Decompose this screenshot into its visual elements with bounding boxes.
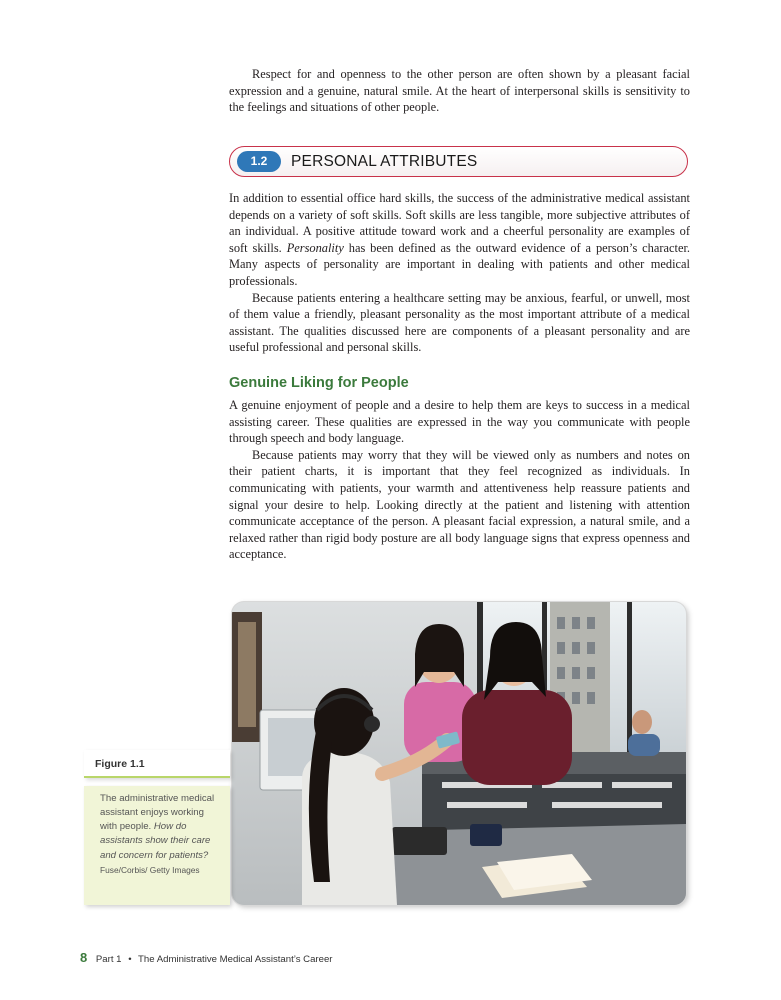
subsection-heading: Genuine Liking for People bbox=[229, 375, 409, 391]
personality-term: Personality bbox=[286, 240, 344, 255]
subsection-paragraph-2: Because patients may worry that they will be viewed only as numbers and notes on their patient charts, it is important that they feel recognized as individuals. In communicating with patients, your warmth and attentiveness help reassure patients and signal your desire to help. Looking directly at the patient and listening with attention communicate acceptance of the person. A pleasant facial expression, a natural smile, and a relaxed rather than rigid body posture are all body language signs that express openness and acceptance. bbox=[229, 447, 690, 562]
subsection-paragraph-1: A genuine enjoyment of people and a desire to help them are keys to success in a medical assisting career. These qualities are expressed in the way you communicate with people through speech and body language. bbox=[229, 398, 690, 446]
section-banner bbox=[229, 146, 688, 177]
p1-text-after: has been defined as the outward evidence of a person’s character. Many aspects of personality are important in dealing with patients and other medical professionals. bbox=[229, 240, 690, 288]
subsection-body bbox=[229, 397, 690, 563]
footer-separator: • bbox=[128, 954, 132, 965]
footer-part: Part 1 bbox=[95, 954, 122, 965]
figure-caption-box bbox=[84, 750, 230, 907]
page-number: 8 bbox=[80, 950, 88, 965]
section-number-badge: 1.2 bbox=[237, 151, 281, 172]
caption-credit: Fuse/Corbis/ Getty Images bbox=[100, 865, 200, 875]
section-paragraph-1 bbox=[229, 190, 690, 290]
intro-section bbox=[229, 66, 690, 116]
p1-text-before: In addition to essential office hard skills, the success of the administrative medical assistant depends on a variety of soft skills. Soft skills are less tangible, more subjective attributes of an individual. A positive attitude toward work and a cheerful personality are examples of soft skills. bbox=[229, 191, 690, 255]
caption-main: The administrative medical assistant enjoys working with people. bbox=[100, 793, 215, 832]
figure-caption bbox=[84, 786, 230, 905]
section-paragraph-2: Because patients entering a healthcare setting may be anxious, fearful, or unwell, most of them value a friendly, pleasant personality as the most important attribute of a medical assistant. The qualities discussed here are components of a pleasant personality and are useful professional and personal skills. bbox=[229, 290, 690, 355]
figure-photo bbox=[232, 602, 686, 905]
figure-label: Figure 1.1 bbox=[84, 750, 230, 778]
section-title: PERSONAL ATTRIBUTES bbox=[291, 153, 478, 170]
intro-paragraph: Respect for and openness to the other person are often shown by a pleasant facial expression and a genuine, natural smile. At the heart of interpersonal skills is sensitivity to the feelings and situations of other people. bbox=[229, 67, 690, 115]
reception-desk-illustration bbox=[232, 602, 686, 905]
footer-book-title: The Administrative Medical Assistant’s Career bbox=[138, 954, 333, 965]
section-body bbox=[229, 190, 690, 356]
page-footer bbox=[80, 950, 333, 965]
caption-question: How do assistants show their care and concern for patients? bbox=[100, 821, 211, 861]
